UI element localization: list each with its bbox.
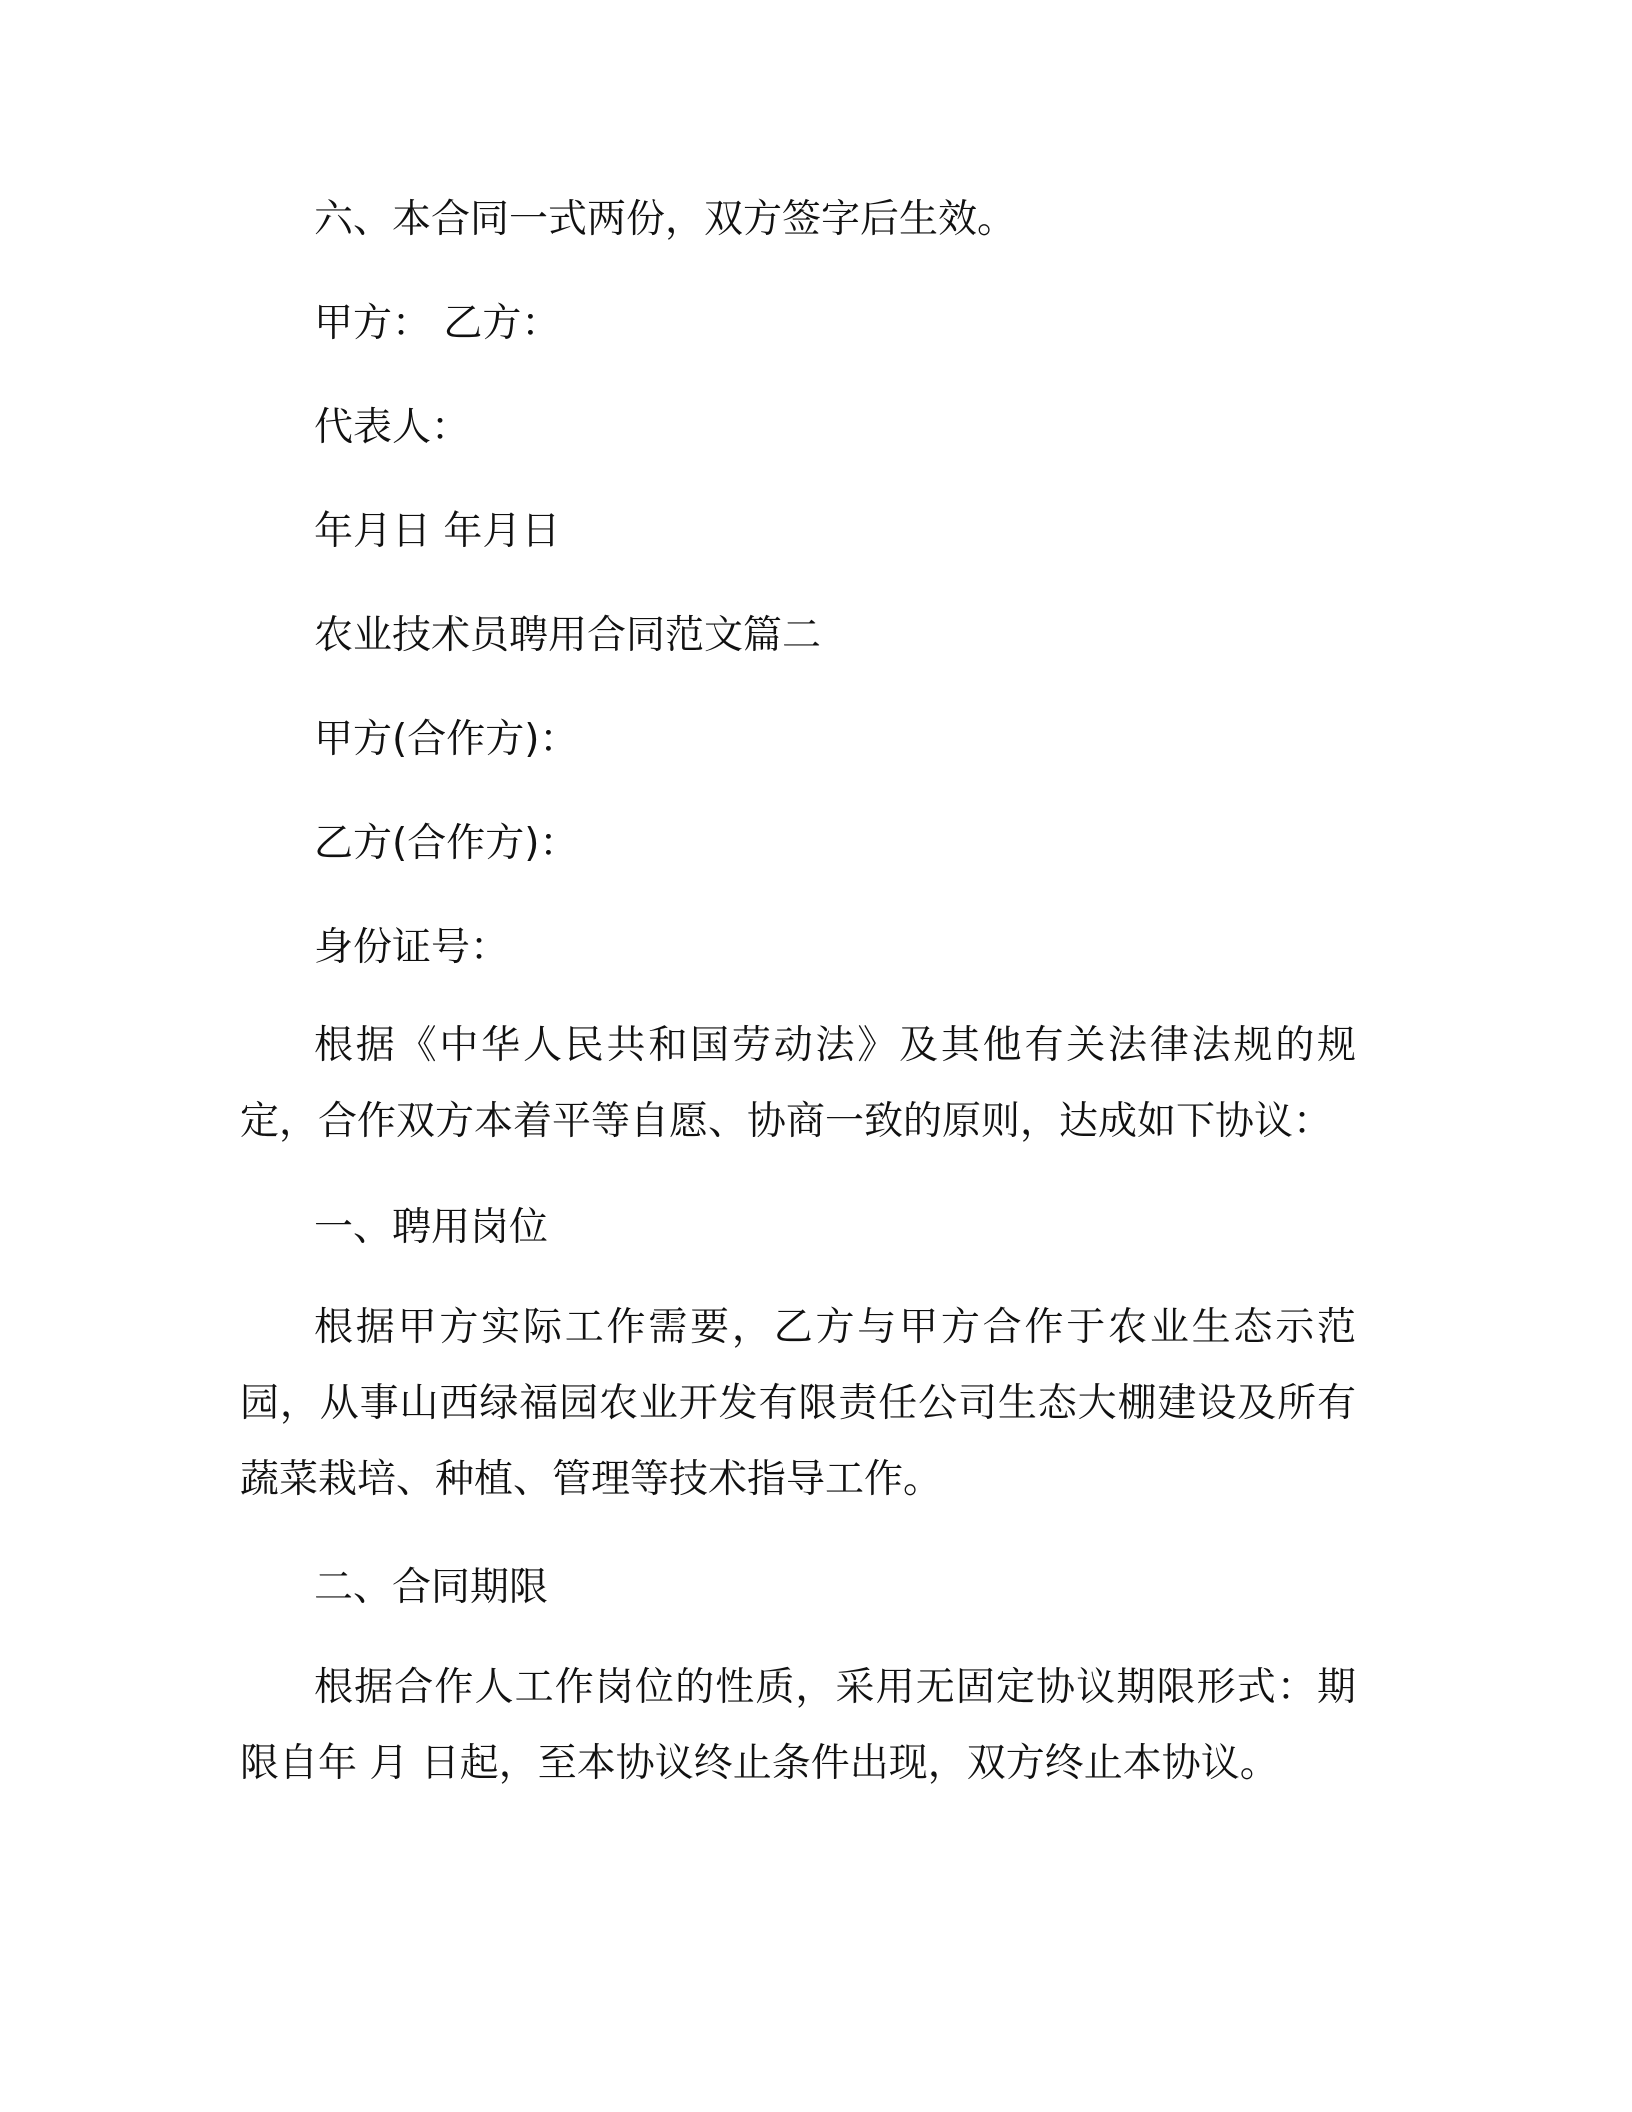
preamble-paragraph: 根据《中华人民共和国劳动法》及其他有关法律法规的规定，合作双方本着平等自愿、协商一致的原则，达成如下协议： xyxy=(240,1023,1356,1144)
section-heading: 一、聘用岗位 xyxy=(314,1205,549,1250)
party-a-line: 甲方(合作方)： xyxy=(314,717,579,762)
party-b-line: 乙方(合作方)： xyxy=(314,821,579,866)
section-body: 根据甲方实际工作需要，乙方与甲方合作于农业生态示范园，从事山西绿福园农业开发有限责任公司生态大棚建设及所有蔬菜栽培、种植、管理等技术指导工作。 xyxy=(240,1305,1356,1502)
section-body: 根据合作人工作岗位的性质，采用无固定协议期限形式：期限自年 月 日起，至本协议终止条件出现，双方终止本协议。 xyxy=(240,1665,1356,1786)
id-number-line: 身份证号： xyxy=(314,925,510,970)
party-signature-line: 甲方： 乙方： xyxy=(314,301,561,346)
section-heading: 二、合同期限 xyxy=(314,1565,549,1610)
representative-line: 代表人： xyxy=(314,405,471,450)
date-line: 年月日 年月日 xyxy=(314,509,561,554)
clause-six: 六、本合同一式两份，双方签字后生效。 xyxy=(314,197,1017,242)
document-heading: 农业技术员聘用合同范文篇二 xyxy=(314,613,822,658)
